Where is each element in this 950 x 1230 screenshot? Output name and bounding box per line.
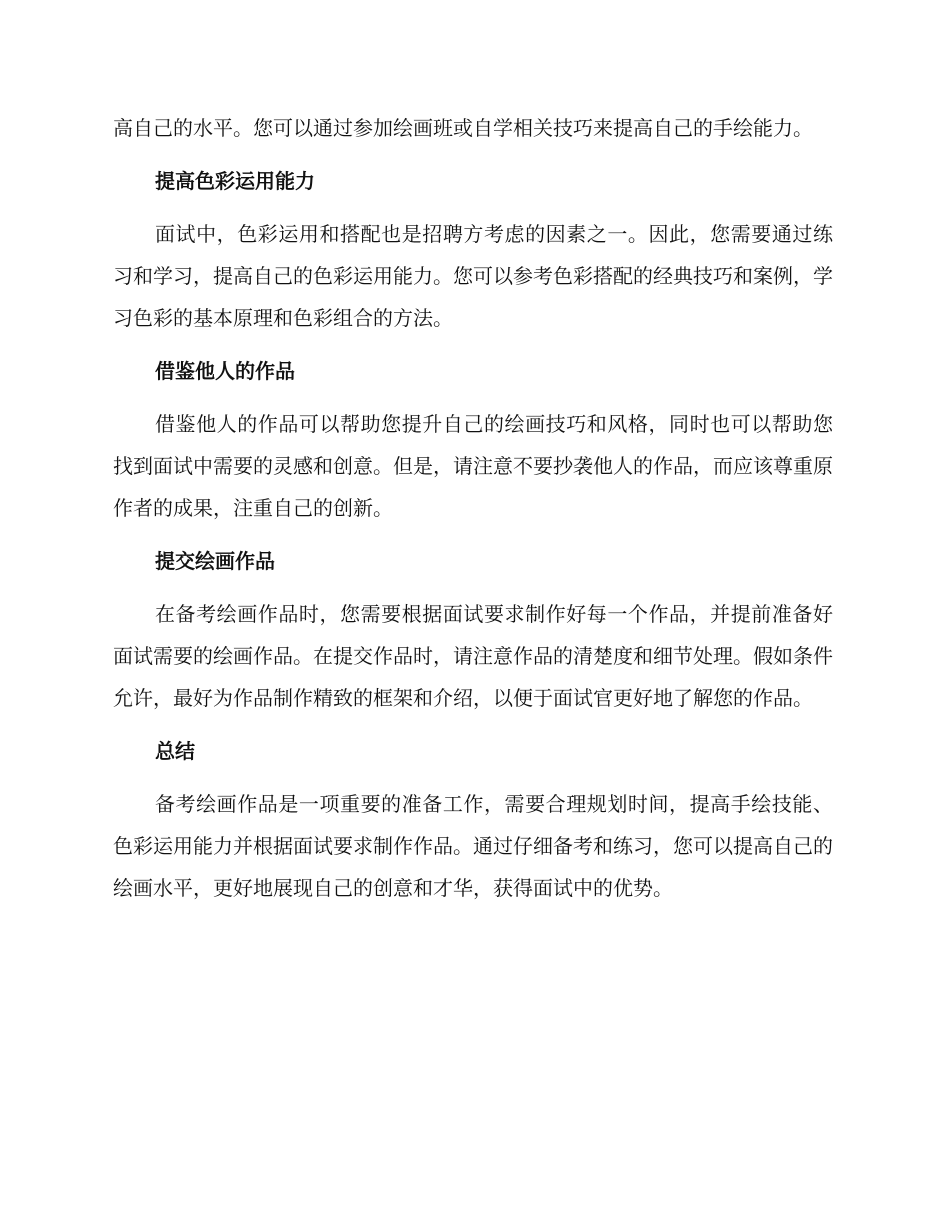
- section-heading-color: 提高色彩运用能力: [155, 169, 315, 193]
- section-heading-summary: 总结: [155, 739, 195, 763]
- section-body-summary: 备考绘画作品是一项重要的准备工作，需要合理规划时间，提高手绘技能、色彩运用能力并根据面试要求制作作品。通过仔细备考和练习，您可以提高自己的绘画水平，更好地展现自己的创意和才华，获得面试中的优势。: [113, 792, 833, 900]
- document-body: [113, 107, 833, 909]
- section-heading-reference: 借鉴他人的作品: [155, 359, 295, 383]
- section-heading-submit: 提交绘画作品: [155, 549, 275, 573]
- intro-paragraph: 高自己的水平。您可以通过参加绘画班或自学相关技巧来提高自己的手绘能力。: [113, 116, 813, 140]
- section-body-color: 面试中，色彩运用和搭配也是招聘方考虑的因素之一。因此，您需要通过练习和学习，提高自己的色彩运用能力。您可以参考色彩搭配的经典技巧和案例，学习色彩的基本原理和色彩组合的方法。: [113, 222, 833, 330]
- section-body-submit: 在备考绘画作品时，您需要根据面试要求制作好每一个作品，并提前准备好面试需要的绘画作品。在提交作品时，请注意作品的清楚度和细节处理。假如条件允许，最好为作品制作精致的框架和介绍，以便于面试官更好地了解您的作品。: [113, 602, 833, 710]
- section-body-reference: 借鉴他人的作品可以帮助您提升自己的绘画技巧和风格，同时也可以帮助您找到面试中需要的灵感和创意。但是，请注意不要抄袭他人的作品，而应该尊重原作者的成果，注重自己的创新。: [113, 412, 833, 520]
